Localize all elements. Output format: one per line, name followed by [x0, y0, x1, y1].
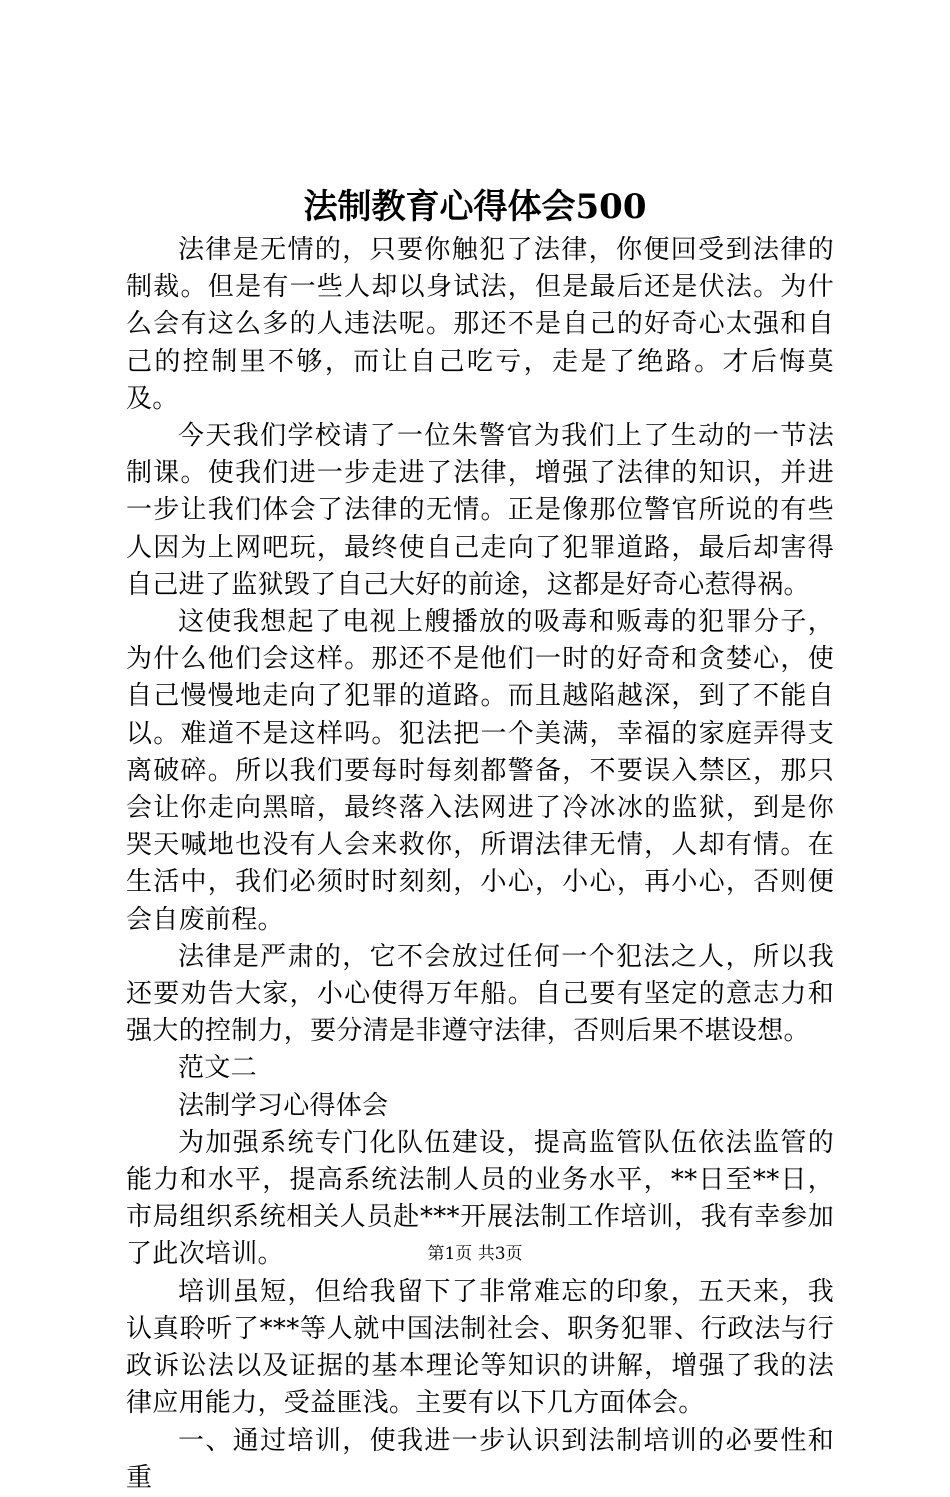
paragraph-6: 培训虽短，但给我留下了非常难忘的印象，五天来，我认真聆听了***等人就中国法制社会、职务犯罪、行政法与行政诉讼法以及证据的基本理论等知识的讲解，增强了我的法律应用能力，受益匪浅。主要有以下几方面体会。	[126, 1276, 834, 1419]
paragraph-4: 法律是严肃的，它不会放过任何一个犯法之人，所以我还要劝告大家，小心使得万年船。自己要有坚定的意志力和强大的控制力，要分清是非遵守法律，否则后果不堪设想。	[126, 941, 834, 1047]
section-label-fanwen-er: 范文二	[178, 1053, 257, 1084]
paragraph-3: 这使我想起了电视上艘播放的吸毒和贩毒的犯罪分子，为什么他们会这样。那还不是他们一时的好奇和贪婪心，使自己慢慢地走向了犯罪的道路。而且越陷越深，到了不能自以。难道不是这样吗。犯法把一个美满，幸福的家庭弄得支离破碎。所以我们要每时每刻都警备，不要误入禁区，那只会让你走向黑暗，最终落入法网进了冷冰冰的监狱，到是你哭天喊地也没有人会来救你，所谓法律无情，人却有情。在生活中，我们必须时时刻刻，小心，小心，再小心，否则便会自废前程。	[126, 607, 834, 935]
paragraph-1: 法律是无情的，只要你触犯了法律，你便回受到法律的制裁。但是有一些人却以身试法，但是最后还是伏法。为什么会有这么多的人违法呢。那还不是自己的好奇心太强和自己的控制里不够，而让自己吃亏，走是了绝路。才后悔莫及。	[126, 235, 834, 414]
section-heading: 法制学习心得体会	[178, 1090, 389, 1121]
paragraph-7: 一、通过培训，使我进一步认识到法制培训的必要性和重	[126, 1425, 834, 1493]
paragraph-2: 今天我们学校请了一位朱警官为我们上了生动的一节法制课。使我们进一步走进了法律，增强了法律的知识，并进一步让我们体会了法律的无情。正是像那位警官所说的有些人因为上网吧玩，最终使自己走向了犯罪道路，最后却害得自己进了监狱毁了自己大好的前途，这都是好奇心惹得祸。	[126, 421, 834, 600]
document-title: 法制教育心得体会500	[303, 187, 647, 227]
paragraph-5: 为加强系统专门化队伍建设，提高监管队伍依法监管的能力和水平，提高系统法制人员的业务水平，**日至**日，市局组织系统相关人员赴***开展法制工作培训，我有幸参加了此次培训。	[126, 1127, 834, 1270]
document-body	[126, 232, 834, 1497]
page-footer: 第1页 共3页	[427, 1244, 523, 1264]
